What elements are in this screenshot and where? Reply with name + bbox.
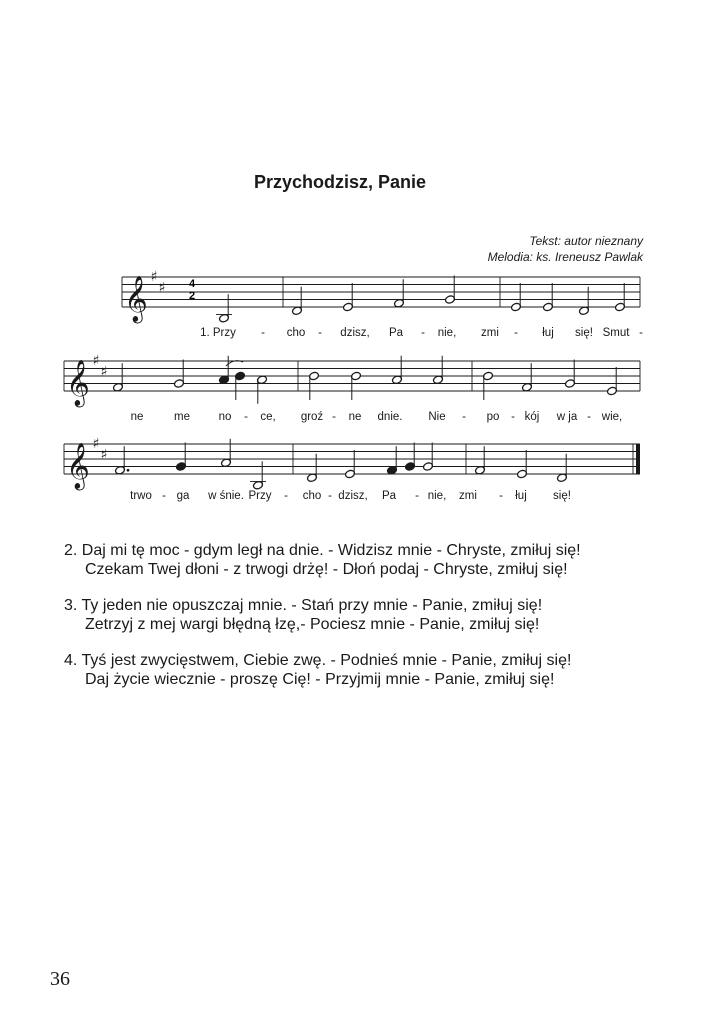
lyric-syllable: kój [524,411,540,423]
lyric-syllable: - [499,490,503,502]
note [221,439,232,468]
lyric-syllable: ne [348,411,362,423]
sharp-icon: ♯ [100,447,108,463]
final-barline [636,444,640,474]
lyric-syllable: się! [553,490,571,502]
lyric-syllable: zmi [481,327,499,339]
note [405,443,416,472]
lyric-syllable: - [162,490,166,502]
note [115,446,130,475]
note [292,287,303,316]
note [483,371,494,400]
lyric-syllable: łuj [515,490,527,502]
note [565,360,576,389]
lyric-syllable: wie, [601,411,623,423]
lyric-syllable: Pa [388,327,404,339]
note [511,283,522,312]
page-number: 36 [50,968,70,990]
lyric-syllable: w śnie. [208,490,244,502]
note [235,371,246,400]
time-signature-bottom: 2 [188,290,196,302]
note [615,283,626,312]
note [113,363,124,392]
lyric-syllable: 1. Przy [200,327,236,339]
verse-3-line-2: Zetrzyj z mej wargi błędną łzę,- Pociesz mnie - Panie, zmiłuj się! [85,616,540,633]
melody-credit: Melodia: ks. Ireneusz Pawlak [487,250,643,264]
lyrics-credit: Tekst: autor nieznany [529,234,643,248]
treble-clef-icon: 𝄞 [66,443,90,489]
dot [127,469,130,472]
note [579,287,590,316]
lyric-syllable: no [218,411,232,423]
note [343,283,354,312]
lyric-syllable: się! [575,327,593,339]
note [250,461,266,490]
lyric-syllable: dzisz, [338,490,368,502]
song-title: Przychodzisz, Panie [253,172,427,192]
lyric-syllable: - [261,327,265,339]
note [433,356,444,385]
lyric-syllable: cho [286,327,306,339]
verse-4-line-1: 4. Tyś jest zwycięstwem, Ciebie zwę. - Podnieś mnie - Panie, zmiłuj się! [64,652,572,669]
verse-4-line-2: Daj życie wiecznie - proszę Cię! - Przyjmij mnie - Panie, zmiłuj się! [85,671,555,688]
lyric-syllable: - [462,411,466,423]
verse-3 [64,596,542,634]
sharp-icon: ♯ [100,364,108,380]
verse-3-line-1: 3. Ty jeden nie opuszczaj mnie. - Stań przy mnie - Panie, zmiłuj się! [64,597,543,614]
lyric-syllable: me [174,411,190,423]
sharp-icon: ♯ [92,353,100,369]
lyric-syllable: - [415,490,419,502]
lyric-syllable: zmi [459,490,477,502]
note [557,454,568,483]
time-signature-top: 4 [188,278,196,290]
lyric-syllable: dnie. [377,411,403,423]
lyric-syllable: - [284,490,288,502]
lyric-syllable: nie, [437,327,457,339]
sharp-icon: ♯ [158,280,166,296]
lyric-syllable: Przy [248,490,272,502]
treble-clef-icon: 𝄞 [66,360,90,406]
lyric-syllable: trwo [130,490,152,502]
note [607,367,618,396]
lyric-syllable: - [318,327,322,339]
lyric-syllable: ga [176,490,190,502]
note [387,446,398,475]
note [174,360,185,389]
note [392,356,403,385]
lyric-syllable: - [514,327,518,339]
lyric-syllable: Pa [381,490,397,502]
verse-4 [64,651,571,689]
lyric-syllable: - [332,411,336,423]
verse-2-line-2: Czekam Twej dłoni - z trwogi drżę! - Dłoń podaj - Chryste, zmiłuj się! [85,561,568,578]
note [219,356,230,385]
lyric-syllable: ne [130,411,144,423]
lyric-syllable: cho [302,490,322,502]
lyric-syllable: - [511,411,515,423]
note [309,371,320,400]
note [176,443,187,472]
note [351,371,362,400]
lyric-syllable: w ja [556,411,578,423]
verse-2 [64,541,581,579]
lyric-syllable: Smut [602,327,630,339]
note [307,454,318,483]
lyric-syllable: groź [300,411,324,423]
lyric-syllable: nie, [427,490,447,502]
treble-clef-icon: 𝄞 [124,276,148,322]
lyric-syllable: dzisz, [340,327,370,339]
note [423,443,434,472]
note [445,276,456,305]
note [345,450,356,479]
lyric-syllable: - [587,411,591,423]
lyric-syllable: ce, [260,411,276,423]
note [257,375,268,404]
lyric-syllable: łuj [542,327,554,339]
note [543,283,554,312]
lyric-syllable: - [244,411,248,423]
lyric-syllable: - [639,327,643,339]
lyric-syllable: po [486,411,500,423]
note [216,294,232,323]
lyric-syllable: - [328,490,332,502]
note [517,450,528,479]
sharp-icon: ♯ [92,436,100,452]
sharp-icon: ♯ [150,269,158,285]
note [522,363,533,392]
lyric-syllable: - [421,327,425,339]
verse-2-line-1: 2. Daj mi tę moc - gdym legł na dnie. - Widzisz mnie - Chryste, zmiłuj się! [64,542,581,559]
note [394,279,405,308]
note [475,446,486,475]
lyric-syllable: Nie [428,411,446,423]
